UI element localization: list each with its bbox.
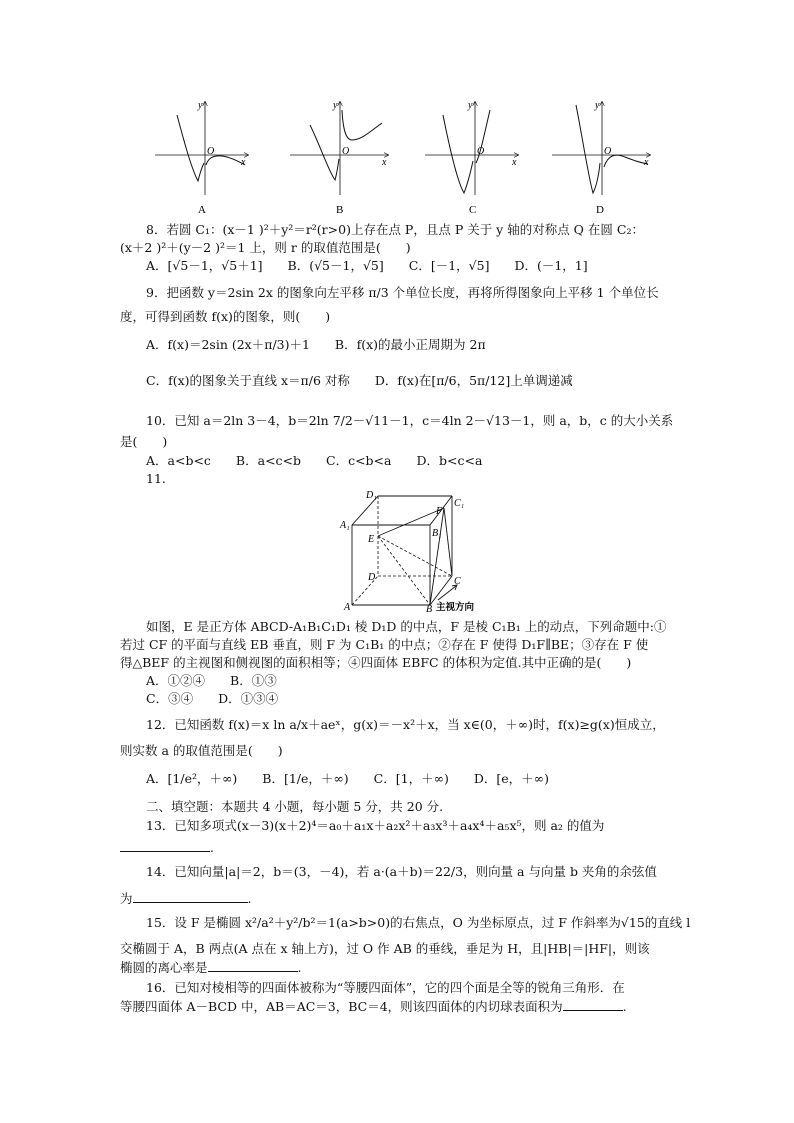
q15-line1: 15．设 F 是椭圆 x²/a²＋y²/b²＝1(a>b>0)的右焦点，O 为坐标原点，过 F 作斜率为√15的直线 l bbox=[146, 915, 691, 930]
origin-label: O bbox=[604, 146, 612, 157]
graph-label-d: D bbox=[596, 204, 604, 216]
q9-line2: 度，可得到函数 f(x)的图象，则( ) bbox=[120, 309, 331, 324]
q16-line2: 等腰四面体 A－BCD 中，AB＝AC＝3，BC＝4，则该四面体的内切球表面积为 . bbox=[120, 999, 627, 1014]
q12-line2: 则实数 a 的取值范围是( ) bbox=[120, 743, 283, 758]
y-axis-label: y bbox=[198, 100, 203, 111]
label-a1: A₁ bbox=[340, 520, 350, 531]
graph-b bbox=[290, 100, 388, 195]
label-b1: B₁ bbox=[432, 528, 442, 539]
origin-label: O bbox=[207, 146, 215, 157]
q11-text2: 若过 CF 的平面与直线 EB 垂直，则 F 为 C₁B₁ 的中点；②存在 F 使得 D₁F∥BE；③存在 F 使 bbox=[120, 637, 649, 652]
graph-d bbox=[552, 100, 650, 195]
q13-line2: . bbox=[120, 839, 680, 856]
q14-line1: 14．已知向量|a|＝2，b＝(3，－4)，若 a·(a＋b)＝22/3，则向量 a 与向量 b 夹角的余弦值 bbox=[146, 864, 657, 879]
origin-label: O bbox=[477, 146, 485, 157]
x-axis-label: x bbox=[382, 157, 387, 168]
graph-label-a: A bbox=[198, 204, 206, 216]
q8-line1: 8．若圆 C₁：(x－1 )²＋y²＝r²(r>0)上存在点 P，且点 P 关于 y 轴的对称点 Q 在圆 C₂： bbox=[146, 222, 644, 237]
y-axis-label: y bbox=[595, 100, 600, 111]
y-axis-label: y bbox=[333, 100, 338, 111]
q9-line1: 9．把函数 y＝2sin 2x 的图象向左平移 π/3 个单位长度，再将所得图象向上平移 1 个单位长 bbox=[146, 285, 659, 300]
q11-options-2: C．③④ D．①③④ bbox=[146, 691, 279, 706]
x-axis-label: x bbox=[241, 157, 246, 168]
label-f: F bbox=[436, 506, 443, 517]
q14-line2: 为 . bbox=[120, 891, 252, 906]
q15-line2: 交椭圆于 A，B 两点(A 点在 x 轴上方)，过 O 作 AB 的垂线，垂足为 H，且|HB|＝|HF|，则该 bbox=[120, 941, 650, 956]
q15-answer-blank[interactable] bbox=[208, 959, 298, 972]
q13-line1: 13．已知多项式(x－3)(x＋2)⁴＝a₀＋a₁x＋a₂x²＋a₃x³＋a₄x⁴＋a₅x⁵，则 a₂ 的值为 bbox=[146, 818, 605, 833]
section-2-heading: 二、填空题：本题共 4 小题，每小题 5 分，共 20 分. bbox=[146, 799, 444, 814]
q9-option-ab: A．f(x)＝2sin (2x＋π/3)＋1 B．f(x)的最小正周期为 2π bbox=[146, 337, 486, 352]
q9-option-cd: C．f(x)的图象关于直线 x＝π/6 对称 D．f(x)在[π/6，5π/12]上单调递减 bbox=[146, 373, 573, 388]
q13-answer-blank[interactable] bbox=[120, 839, 210, 852]
graph-a bbox=[155, 100, 248, 195]
label-d1: D₁ bbox=[366, 490, 377, 501]
q16-answer-blank[interactable] bbox=[563, 998, 623, 1011]
cube-figure bbox=[338, 488, 498, 613]
q11-text3: 得△BEF 的主视图和侧视图的面积相等；④四面体 EBFC 的体积为定值.其中正确的是( ) bbox=[120, 655, 632, 670]
q12-options: A．[1/e²，＋∞) B．[1/e，＋∞) C．[1，＋∞) D．[e，＋∞) bbox=[146, 771, 549, 786]
q10-options: A．a<b<c B．a<c<b C．c<b<a D．b<c<a bbox=[146, 453, 483, 468]
label-c1: C₁ bbox=[454, 498, 465, 509]
graph-c bbox=[425, 100, 518, 195]
label-b: B bbox=[426, 604, 433, 613]
function-graphs bbox=[150, 95, 660, 220]
q11-text1: 如图，E 是正方体 ABCD-A₁B₁C₁D₁ 棱 D₁D 的中点，F 是棱 C₁B₁ 上的动点，下列命题中:① bbox=[146, 619, 667, 634]
q10-line1: 10．已知 a＝2ln 3－4，b＝2ln 7/2－√11－1，c＝4ln 2－√13－1，则 a，b，c 的大小关系 bbox=[146, 413, 674, 428]
label-a: A bbox=[344, 602, 351, 613]
q12-line1: 12．已知函数 f(x)＝x ln a/x＋aeˣ，g(x)＝－x²＋x，当 x∈(0，＋∞)时，f(x)≥g(x)恒成立， bbox=[146, 717, 665, 732]
q16-line1: 16．已知对棱相等的四面体被称为“等腰四面体”，它的四个面是全等的锐角三角形．在 bbox=[146, 980, 625, 995]
q14-answer-blank[interactable] bbox=[133, 890, 248, 903]
view-direction-label: 主视方向 bbox=[436, 603, 475, 613]
graph-label-b: B bbox=[336, 204, 344, 216]
y-axis-label: y bbox=[468, 100, 473, 111]
label-e: E bbox=[368, 534, 375, 545]
q11-options-1: A．①②④ B．①③ bbox=[146, 673, 277, 688]
label-c: C bbox=[454, 576, 461, 587]
q10-line2: 是( ) bbox=[120, 434, 168, 449]
q11-number: 11. bbox=[146, 471, 166, 486]
x-axis-label: x bbox=[512, 157, 517, 168]
origin-label: O bbox=[342, 146, 350, 157]
x-axis-label: x bbox=[644, 157, 649, 168]
q8-options: A．[√5－1，√5＋1] B．(√5－1，√5] C．[－1，√5] D．(－1，1] bbox=[146, 258, 588, 273]
q15-line3: 椭圆的离心率是 . bbox=[120, 960, 302, 975]
graph-label-c: C bbox=[469, 204, 477, 216]
q8-line2: (x＋2 )²＋(y－2 )²＝1 上，则 r 的取值范围是( ) bbox=[120, 240, 411, 255]
label-d: D bbox=[368, 572, 376, 583]
